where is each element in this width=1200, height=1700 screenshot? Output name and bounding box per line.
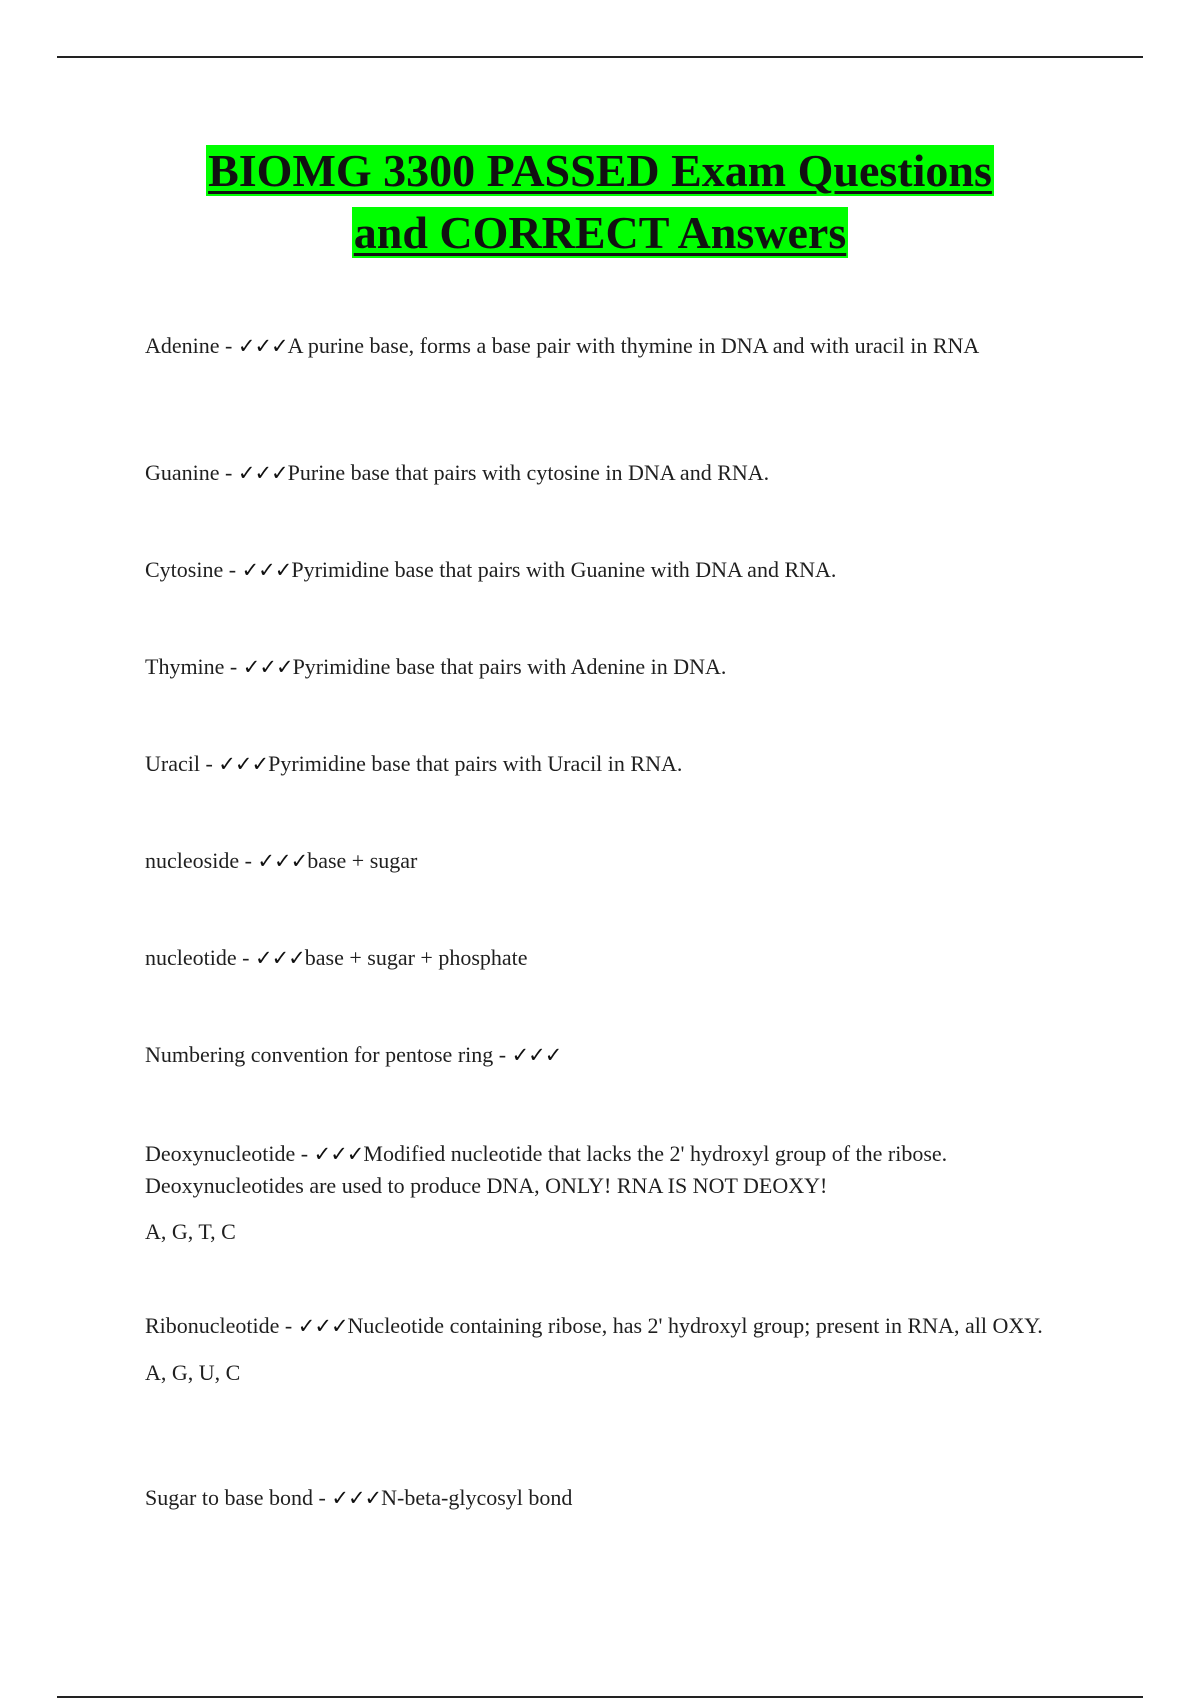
entry-definition: base + sugar + phosphate xyxy=(304,945,528,970)
qa-entry-cytosine xyxy=(145,554,1065,586)
entry-bases: A, G, U, C xyxy=(145,1360,241,1385)
title-line-1: BIOMG 3300 PASSED Exam Questions xyxy=(208,145,992,196)
entry-term: Uracil - xyxy=(145,751,219,776)
entry-term: Cytosine - xyxy=(145,557,242,582)
entry-bases: A, G, T, C xyxy=(145,1219,236,1244)
qa-entry-sugar-base-bond xyxy=(145,1482,1065,1514)
qa-entry-numbering-convention xyxy=(145,1039,1065,1071)
qa-entry-adenine xyxy=(145,330,1065,362)
entry-term: Ribonucleotide - xyxy=(145,1313,298,1338)
check-marks-icon: ✓✓✓ xyxy=(297,1314,348,1338)
qa-entry-ribonucleotide xyxy=(145,1310,1065,1388)
entry-term: nucleotide - xyxy=(145,945,255,970)
qa-entry-nucleoside xyxy=(145,845,1065,877)
page-title xyxy=(100,140,1100,264)
entry-definition: Nucleotide containing ribose, has 2' hydroxyl group; present in RNA, all OXY. xyxy=(347,1313,1043,1338)
check-marks-icon: ✓✓✓ xyxy=(241,558,292,582)
entry-term: Guanine - xyxy=(145,460,238,485)
check-marks-icon: ✓✓✓ xyxy=(313,1142,364,1166)
entry-definition: N-beta-glycosyl bond xyxy=(381,1485,573,1510)
qa-entry-thymine xyxy=(145,651,1065,683)
entry-definition: Purine base that pairs with cytosine in DNA and RNA. xyxy=(287,460,770,485)
top-rule xyxy=(57,56,1143,58)
entry-term: Deoxynucleotide - xyxy=(145,1141,314,1166)
check-marks-icon: ✓✓✓ xyxy=(237,334,288,358)
check-marks-icon: ✓✓✓ xyxy=(218,752,269,776)
entry-definition: Pyrimidine base that pairs with Uracil in RNA. xyxy=(268,751,683,776)
qa-entry-uracil xyxy=(145,748,1065,780)
entry-definition: Pyrimidine base that pairs with Adenine in DNA. xyxy=(292,654,727,679)
entry-definition: Pyrimidine base that pairs with Guanine with DNA and RNA. xyxy=(291,557,837,582)
entry-definition: A purine base, forms a base pair with thymine in DNA and with uracil in RNA xyxy=(287,333,980,358)
entry-term: nucleoside - xyxy=(145,848,258,873)
entry-term: Adenine - xyxy=(145,333,238,358)
entry-definition: base + sugar xyxy=(307,848,418,873)
check-marks-icon: ✓✓✓ xyxy=(331,1486,382,1510)
check-marks-icon: ✓✓✓ xyxy=(242,655,293,679)
qa-entry-guanine xyxy=(145,457,1065,489)
check-marks-icon: ✓✓✓ xyxy=(511,1043,562,1067)
title-line-2: and CORRECT Answers xyxy=(353,207,847,258)
qa-entry-nucleotide xyxy=(145,942,1065,974)
entry-term: Numbering convention for pentose ring - xyxy=(145,1042,512,1067)
entry-definition: Modified nucleotide that lacks the 2' hydroxyl group of the ribose. Deoxynucleotides are used to produce DNA, ONLY! RNA IS NOT DEOXY! xyxy=(145,1141,948,1198)
check-marks-icon: ✓✓✓ xyxy=(257,849,308,873)
check-marks-icon: ✓✓✓ xyxy=(254,946,305,970)
bottom-rule xyxy=(57,1696,1143,1698)
entry-term: Sugar to base bond - xyxy=(145,1485,332,1510)
check-marks-icon: ✓✓✓ xyxy=(237,461,288,485)
entry-term: Thymine - xyxy=(145,654,243,679)
qa-entry-deoxynucleotide xyxy=(145,1138,1065,1247)
